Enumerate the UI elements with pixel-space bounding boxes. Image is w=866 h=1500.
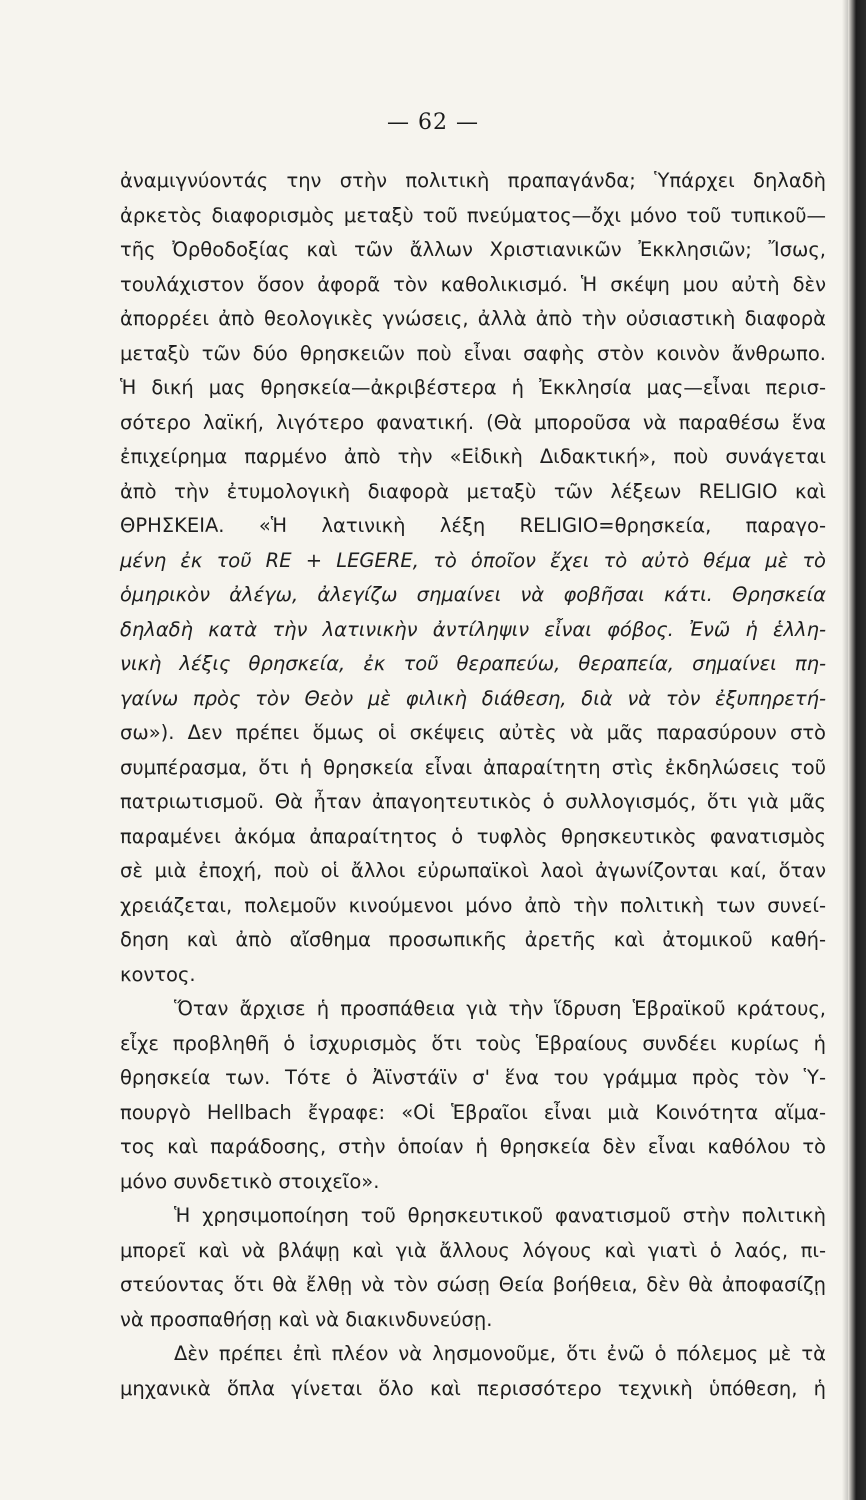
text-line: παραμένει ἀκόμα ἀπαραίτητος ὁ τυφλὸς θρησκευτικὸς φανατισμὸς [120,824,826,848]
text-line: ΘΡΗΣΚΕΙΑ. «Ἡ λατινικὴ λέξη RELIGIO=θρησκεία, παραγο- [120,514,826,537]
text-line: ἀπὸ τὴν ἐτυμολογικὴ διαφορὰ μεταξὺ τῶν λέξεων RELIGIO καὶ [120,479,826,503]
text-line: ἐπιχείρημα παρμένο ἀπὸ τὴν «Εἰδικὴ Διδακτική», ποὺ συνάγεται [120,445,826,468]
body-text [120,164,826,1406]
text-line: ἀρκετὸς διαφορισμὸς μεταξὺ τοῦ πνεύματος—ὄχι μόνο τοῦ τυπικοῦ— [120,203,826,227]
text-line: σω»). Δεν πρέπει ὅμως οἱ σκέψεις αὐτὲς νὰ μᾶς παρασύρουν στὸ [120,721,826,744]
text-line: σότερο λαϊκή, λιγότερο φανατική. (Θὰ μποροῦσα νὰ παραθέσω ἕνα [120,410,826,434]
text-line: ἀπορρέει ἀπὸ θεολογικὲς γνώσεις, ἀλλὰ ἀπὸ τὴν οὐσιαστικὴ διαφορὰ [120,307,826,330]
text-line: τῆς Ὀρθοδοξίας καὶ τῶν ἄλλων Χριστιανικῶν Ἐκκλησιῶν; Ἴσως, [120,238,826,261]
text-line: Ἡ χρησιμοποίηση τοῦ θρησκευτικοῦ φανατισμοῦ στὴν πολιτικὴ [174,1204,826,1227]
text-line: σὲ μιὰ ἐποχή, ποὺ οἱ ἄλλοι εὐρωπαϊκοὶ λαοὶ ἀγωνίζονται καί, ὅταν [120,859,826,882]
page-number: — 62 — [387,110,479,135]
text-line: νὰ προσπαθήσῃ καὶ νὰ διακινδυνεύσῃ. [120,1307,493,1331]
text-line: μόνο συνδετικὸ στοιχεῖο». [120,1169,380,1193]
text-line: μηχανικὰ ὅπλα γίνεται ὅλο καὶ περισσότερο τεχνικὴ ὑπόθεση, ἡ [120,1376,826,1400]
text-line-italic: ὁμηρικὸν ἀλέγω, ἀλεγίζω σημαίνει νὰ φοβῆσαι κάτι. Θρησκεία [120,583,826,606]
text-line: χρειάζεται, πολεμοῦν κινούμενοι μόνο ἀπὸ τὴν πολιτικὴ των συνεί- [120,893,826,917]
text-line: πατριωτισμοῦ. Θὰ ἦταν ἀπαγοητευτικὸς ὁ συλλογισμός, ὅτι γιὰ μᾶς [120,790,826,813]
text-line: μεταξὺ τῶν δύο θρησκειῶν ποὺ εἶναι σαφὴς στὸν κοινὸν ἄνθρωπο. [120,341,826,365]
text-line: κοντος. [120,962,196,986]
text-line: πουργὸ Hellbach ἔγραφε: «Οἱ Ἑβραῖοι εἶναι μιὰ Κοινότητα αἵμα- [120,1100,826,1124]
text-line-italic: νικὴ λέξις θρησκεία, ἐκ τοῦ θεραπεύω, θεραπεία, σημαίνει πη- [120,652,826,675]
text-line: Ἡ δική μας θρησκεία—ἀκριβέστερα ἡ Ἐκκλησία μας—εἶναι περισ- [120,376,826,399]
text-line: εἶχε προβληθῆ ὁ ἰσχυρισμὸς ὅτι τοὺς Ἑβραίους συνδέει κυρίως ἡ [120,1031,826,1055]
text-line: τουλάχιστον ὅσον ἀφορᾶ τὸν καθολικισμό. Ἡ σκέψη μου αὐτὴ δὲν [120,272,826,296]
text-line-italic: δηλαδὴ κατὰ τὴν λατινικὴν ἀντίληψιν εἶναι φόβος. Ἐνῶ ἡ ἑλλη- [120,617,826,641]
text-line: ἀναμιγνύοντάς την στὴν πολιτικὴ πραπαγάνδα; Ὑπάρχει δηλαδὴ [120,169,826,192]
text-line: συμπέρασμα, ὅτι ἡ θρησκεία εἶναι ἀπαραίτητη στὶς ἐκδηλώσεις τοῦ [120,755,826,779]
text-line-italic: μένη ἐκ τοῦ RE + LEGERE, τὸ ὁποῖον ἔχει τὸ αὐτὸ θέμα μὲ τὸ [120,548,826,572]
text-line: μπορεῖ καὶ νὰ βλάψῃ καὶ γιὰ ἄλλους λόγους καὶ γιατὶ ὁ λαός, πι- [120,1238,826,1262]
text-line: τος καὶ παράδοσης, στὴν ὁποίαν ἡ θρησκεία δὲν εἶναι καθόλου τὸ [120,1135,826,1158]
text-line: στεύοντας ὅτι θὰ ἔλθῃ νὰ τὸν σώσῃ Θεία βοήθεια, δὲν θὰ ἀποφασίζῃ [120,1273,826,1296]
text-line-italic: γαίνω πρὸς τὸν Θεὸν μὲ φιλικὴ διάθεση, διὰ νὰ τὸν ἐξυπηρετή- [120,686,826,710]
text-line: θρησκεία των. Τότε ὁ Ἀϊνστάϊν σ' ἕνα του γράμμα πρὸς τὸν Ὑ- [120,1066,826,1089]
text-line: δηση καὶ ἀπὸ αἴσθημα προσωπικῆς ἀρετῆς καὶ ἀτομικοῦ καθή- [120,928,826,951]
scan-dark-edge [848,0,866,1500]
text-line: Ὅταν ἄρχισε ἡ προσπάθεια γιὰ τὴν ἵδρυση Ἑβραϊκοῦ κράτους, [174,997,826,1020]
text-line: Δὲν πρέπει ἐπὶ πλέον νὰ λησμονοῦμε, ὅτι ἐνῶ ὁ πόλεμος μὲ τὰ [174,1342,826,1365]
